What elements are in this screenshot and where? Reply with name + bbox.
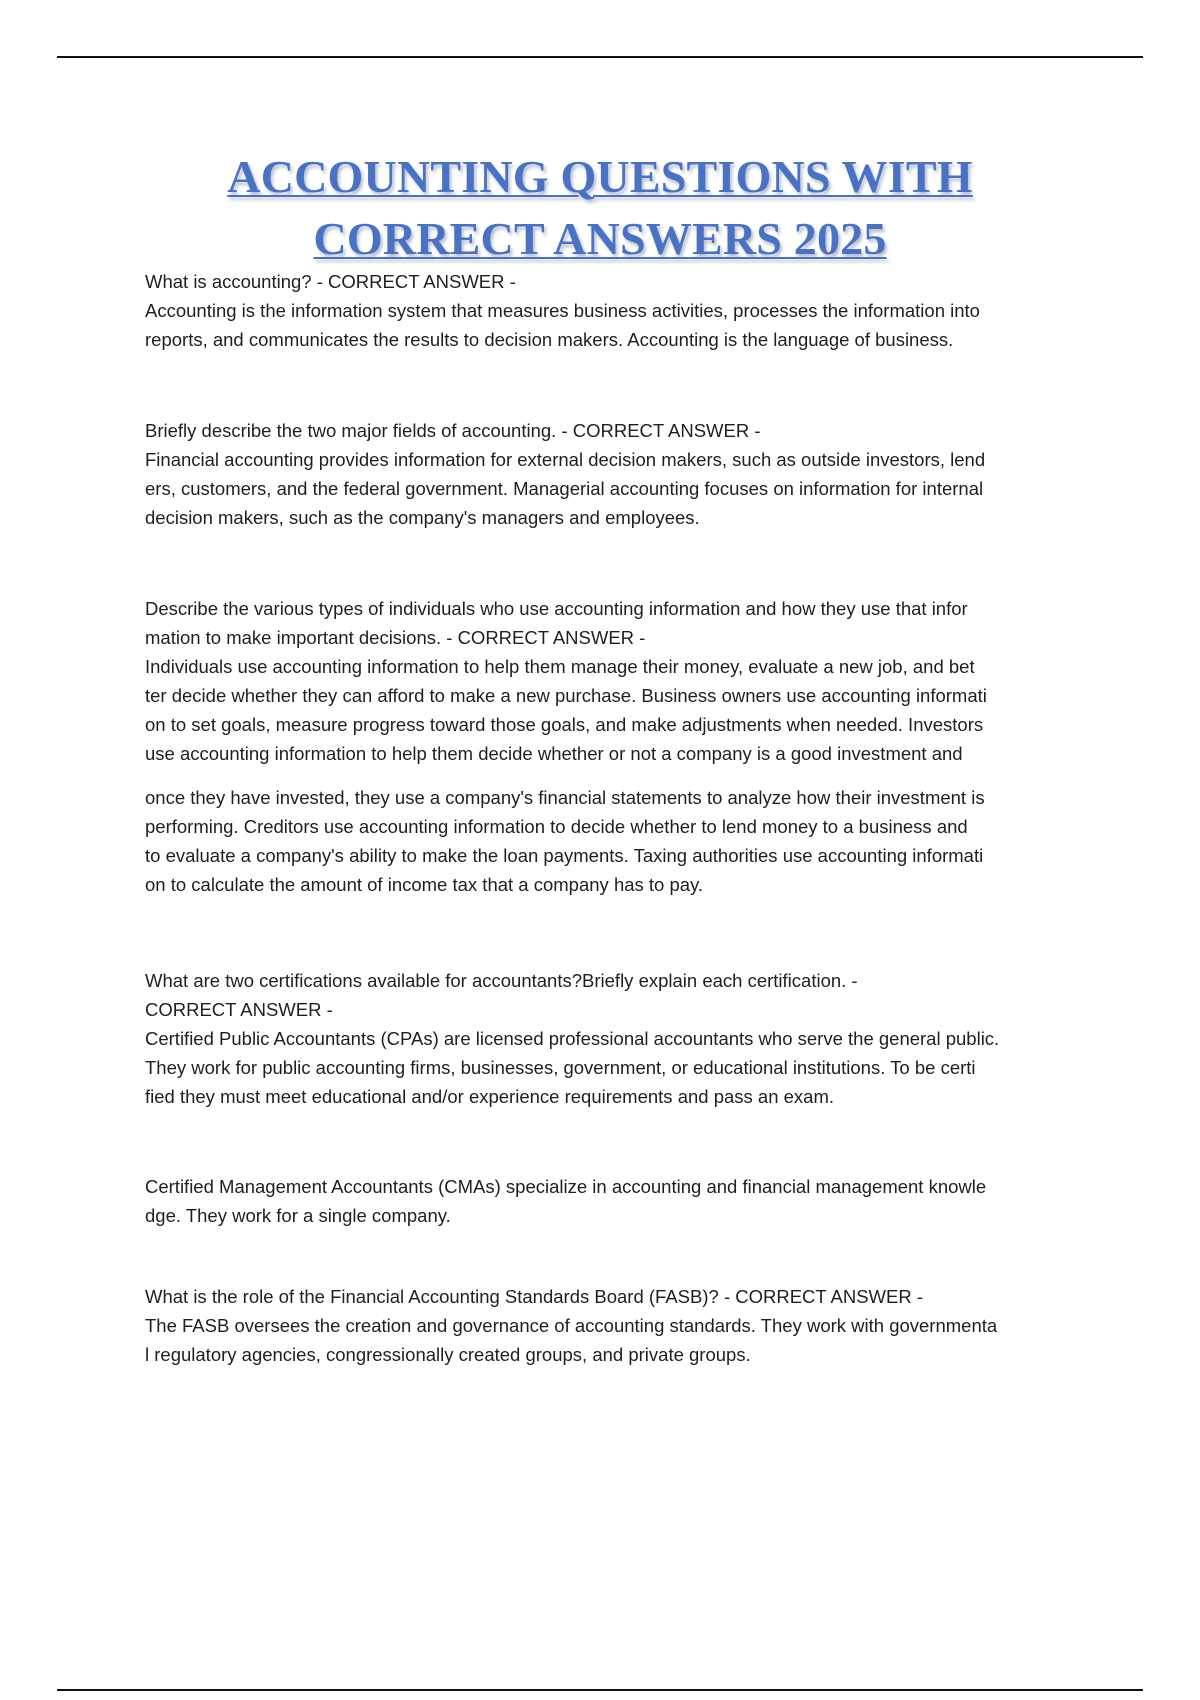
- text-line: Certified Management Accountants (CMAs) specialize in accounting and financial management knowle: [145, 1176, 987, 1197]
- text-line: Briefly describe the two major fields of accounting. - CORRECT ANSWER -: [145, 420, 761, 441]
- text-line: Certified Public Accountants (CPAs) are licensed professional accountants who serve the general public.: [145, 1028, 1000, 1049]
- text-line: ter decide whether they can afford to make a new purchase. Business owners use accounting informati: [145, 685, 987, 706]
- text-line: to evaluate a company's ability to make the loan payments. Taxing authorities use accounting informati: [145, 845, 984, 866]
- title-line-1: ACCOUNTING QUESTIONS WITH: [227, 151, 973, 202]
- text-line: The FASB oversees the creation and governance of accounting standards. They work with governmenta: [145, 1315, 998, 1336]
- text-line: on to set goals, measure progress toward those goals, and make adjustments when needed. Investors: [145, 714, 984, 735]
- text-line: on to calculate the amount of income tax that a company has to pay.: [145, 874, 704, 895]
- text-line: CORRECT ANSWER -: [145, 999, 333, 1020]
- text-line: dge. They work for a single company.: [145, 1205, 451, 1226]
- text-line: mation to make important decisions. - CORRECT ANSWER -: [145, 627, 646, 648]
- text-line: fied they must meet educational and/or experience requirements and pass an exam.: [145, 1086, 835, 1107]
- qa-block-users-of-accounting: [145, 594, 1095, 768]
- bottom-rule: [57, 1689, 1143, 1691]
- qa-block-cma: [145, 1172, 1095, 1230]
- text-line: performing. Creditors use accounting information to decide whether to lend money to a business and: [145, 816, 968, 837]
- qa-block-two-fields: [145, 416, 1095, 532]
- text-line: Accounting is the information system that measures business activities, processes the information into: [145, 300, 980, 321]
- text-line: ers, customers, and the federal government. Managerial accounting focuses on information for internal: [145, 478, 984, 499]
- text-line: What is the role of the Financial Accounting Standards Board (FASB)? - CORRECT ANSWER -: [145, 1286, 924, 1307]
- text-line: reports, and communicates the results to decision makers. Accounting is the language of business.: [145, 329, 954, 350]
- text-line: decision makers, such as the company's managers and employees.: [145, 507, 700, 528]
- text-line: Individuals use accounting information to help them manage their money, evaluate a new job, and bet: [145, 656, 975, 677]
- text-line: What is accounting? - CORRECT ANSWER -: [145, 271, 516, 292]
- qa-block-certifications: [145, 966, 1095, 1111]
- text-line: once they have invested, they use a company's financial statements to analyze how their investment is: [145, 787, 985, 808]
- title-line-2: CORRECT ANSWERS 2025: [313, 213, 887, 264]
- text-line: What are two certifications available for accountants?Briefly explain each certification. -: [145, 970, 858, 991]
- top-rule: [57, 56, 1143, 58]
- text-line: use accounting information to help them decide whether or not a company is a good investment and: [145, 743, 963, 764]
- text-line: They work for public accounting firms, businesses, government, or educational institutions. To be certi: [145, 1057, 976, 1078]
- text-line: l regulatory agencies, congressionally created groups, and private groups.: [145, 1344, 751, 1365]
- qa-block-accounting-definition: [145, 267, 1095, 354]
- document-title: [100, 146, 1100, 270]
- text-line: Financial accounting provides information for external decision makers, such as outside investors, lend: [145, 449, 986, 470]
- qa-block-users-continued: [145, 783, 1095, 899]
- qa-block-fasb: [145, 1282, 1095, 1369]
- text-line: Describe the various types of individuals who use accounting information and how they use that infor: [145, 598, 968, 619]
